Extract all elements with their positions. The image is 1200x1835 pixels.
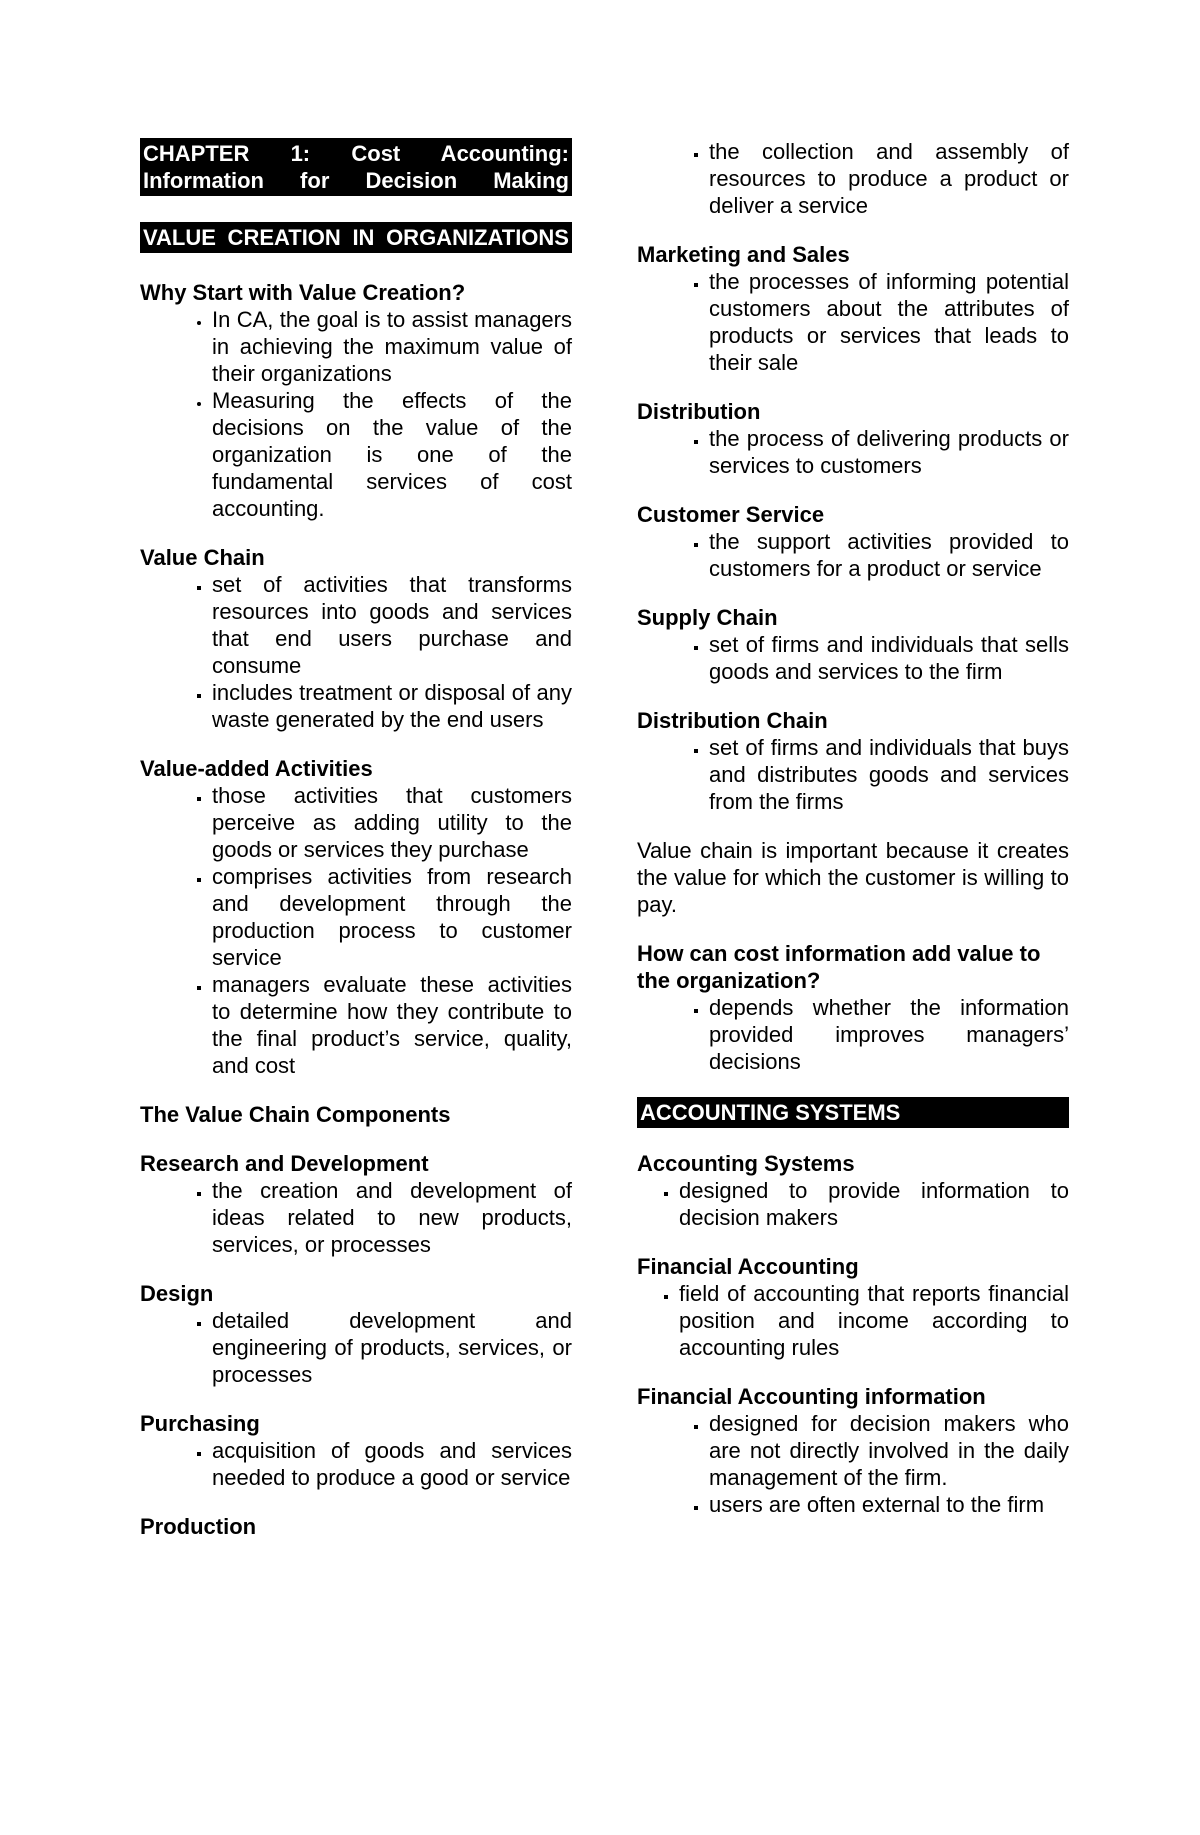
left-column: [140, 138, 572, 1540]
list-item: ▪ set of activities that transforms resources into goods and services that end users purchase and consume: [212, 571, 572, 679]
list-item: ▪ the process of delivering products or services to customers: [709, 425, 1069, 479]
accounting-systems-list: [637, 1177, 1069, 1231]
list-item: ▪ designed to provide information to decision makers: [679, 1177, 1069, 1231]
value-chain-heading: Value Chain: [140, 545, 265, 570]
accounting-systems-heading: Accounting Systems: [637, 1151, 855, 1176]
rnd-heading: Research and Development: [140, 1151, 429, 1176]
list-item: ▪ comprises activities from research and development through the production process to customer service: [212, 863, 572, 971]
value-added-heading: Value-added Activities: [140, 756, 373, 781]
list-item: ▪ includes treatment or disposal of any waste generated by the end users: [212, 679, 572, 733]
rnd-list: [140, 1177, 572, 1258]
design-heading: Design: [140, 1281, 214, 1306]
list-item: ▪ detailed development and engineering of products, services, or processes: [212, 1307, 572, 1388]
cost-info-heading: How can cost information add value to the organization?: [637, 941, 1041, 993]
why-start-list: [140, 306, 572, 522]
list-item: ▪ users are often external to the firm: [709, 1491, 1069, 1518]
customer-service-list: [637, 528, 1069, 582]
cost-info-list: [637, 994, 1069, 1075]
section-banner-accounting-systems: ACCOUNTING SYSTEMS: [637, 1097, 1069, 1128]
list-item: • Measuring the effects of the decisions on the value of the organization is one of the fundamental services of cost accounting.: [212, 387, 572, 522]
supply-chain-heading: Supply Chain: [637, 605, 778, 630]
chapter-title-banner: CHAPTER 1: Cost Accounting: Information for Decision Making: [140, 138, 572, 196]
purchasing-heading: Purchasing: [140, 1411, 260, 1436]
list-item: ▪ designed for decision makers who are not directly involved in the daily management of the firm.: [709, 1410, 1069, 1491]
distribution-list: [637, 425, 1069, 479]
list-item: ▪ set of firms and individuals that buys and distributes goods and services from the firms: [709, 734, 1069, 815]
right-column: [637, 138, 1069, 1518]
supply-chain-list: [637, 631, 1069, 685]
financial-accounting-list: [637, 1280, 1069, 1361]
value-chain-list: [140, 571, 572, 733]
design-list: [140, 1307, 572, 1388]
value-added-list: [140, 782, 572, 1079]
distribution-chain-heading: Distribution Chain: [637, 708, 828, 733]
fa-info-heading: Financial Accounting information: [637, 1384, 986, 1409]
list-item: ▪ the creation and development of ideas related to new products, services, or processes: [212, 1177, 572, 1258]
list-item: ▪ set of firms and individuals that sells goods and services to the firm: [709, 631, 1069, 685]
financial-accounting-heading: Financial Accounting: [637, 1254, 859, 1279]
list-item: ▪ those activities that customers perceive as adding utility to the goods or services they purchase: [212, 782, 572, 863]
components-heading: The Value Chain Components: [140, 1102, 451, 1127]
list-item: ▪ the collection and assembly of resources to produce a product or deliver a service: [709, 138, 1069, 219]
purchasing-list: [140, 1437, 572, 1491]
list-item: • In CA, the goal is to assist managers in achieving the maximum value of their organizations: [212, 306, 572, 387]
distribution-heading: Distribution: [637, 399, 761, 424]
list-item: ▪ managers evaluate these activities to determine how they contribute to the final product’s service, quality, and cost: [212, 971, 572, 1079]
list-item: ▪ acquisition of goods and services needed to produce a good or service: [212, 1437, 572, 1491]
production-list: [637, 138, 1069, 219]
production-heading: Production: [140, 1514, 257, 1539]
section-banner-value-creation: VALUE CREATION IN ORGANIZATIONS: [140, 222, 572, 253]
list-item: ▪ the processes of informing potential customers about the attributes of products or services that leads to their sale: [709, 268, 1069, 376]
marketing-heading: Marketing and Sales: [637, 242, 850, 267]
list-item: ▪ the support activities provided to customers for a product or service: [709, 528, 1069, 582]
customer-service-heading: Customer Service: [637, 502, 825, 527]
fa-info-list: [637, 1410, 1069, 1518]
why-start-heading: Why Start with Value Creation?: [140, 280, 466, 305]
marketing-list: [637, 268, 1069, 376]
value-chain-note: Value chain is important because it creates the value for which the customer is willing to pay.: [637, 838, 1069, 917]
list-item: ▪ depends whether the information provided improves managers’ decisions: [709, 994, 1069, 1075]
distribution-chain-list: [637, 734, 1069, 815]
list-item: ▪ field of accounting that reports financial position and income according to accounting rules: [679, 1280, 1069, 1361]
